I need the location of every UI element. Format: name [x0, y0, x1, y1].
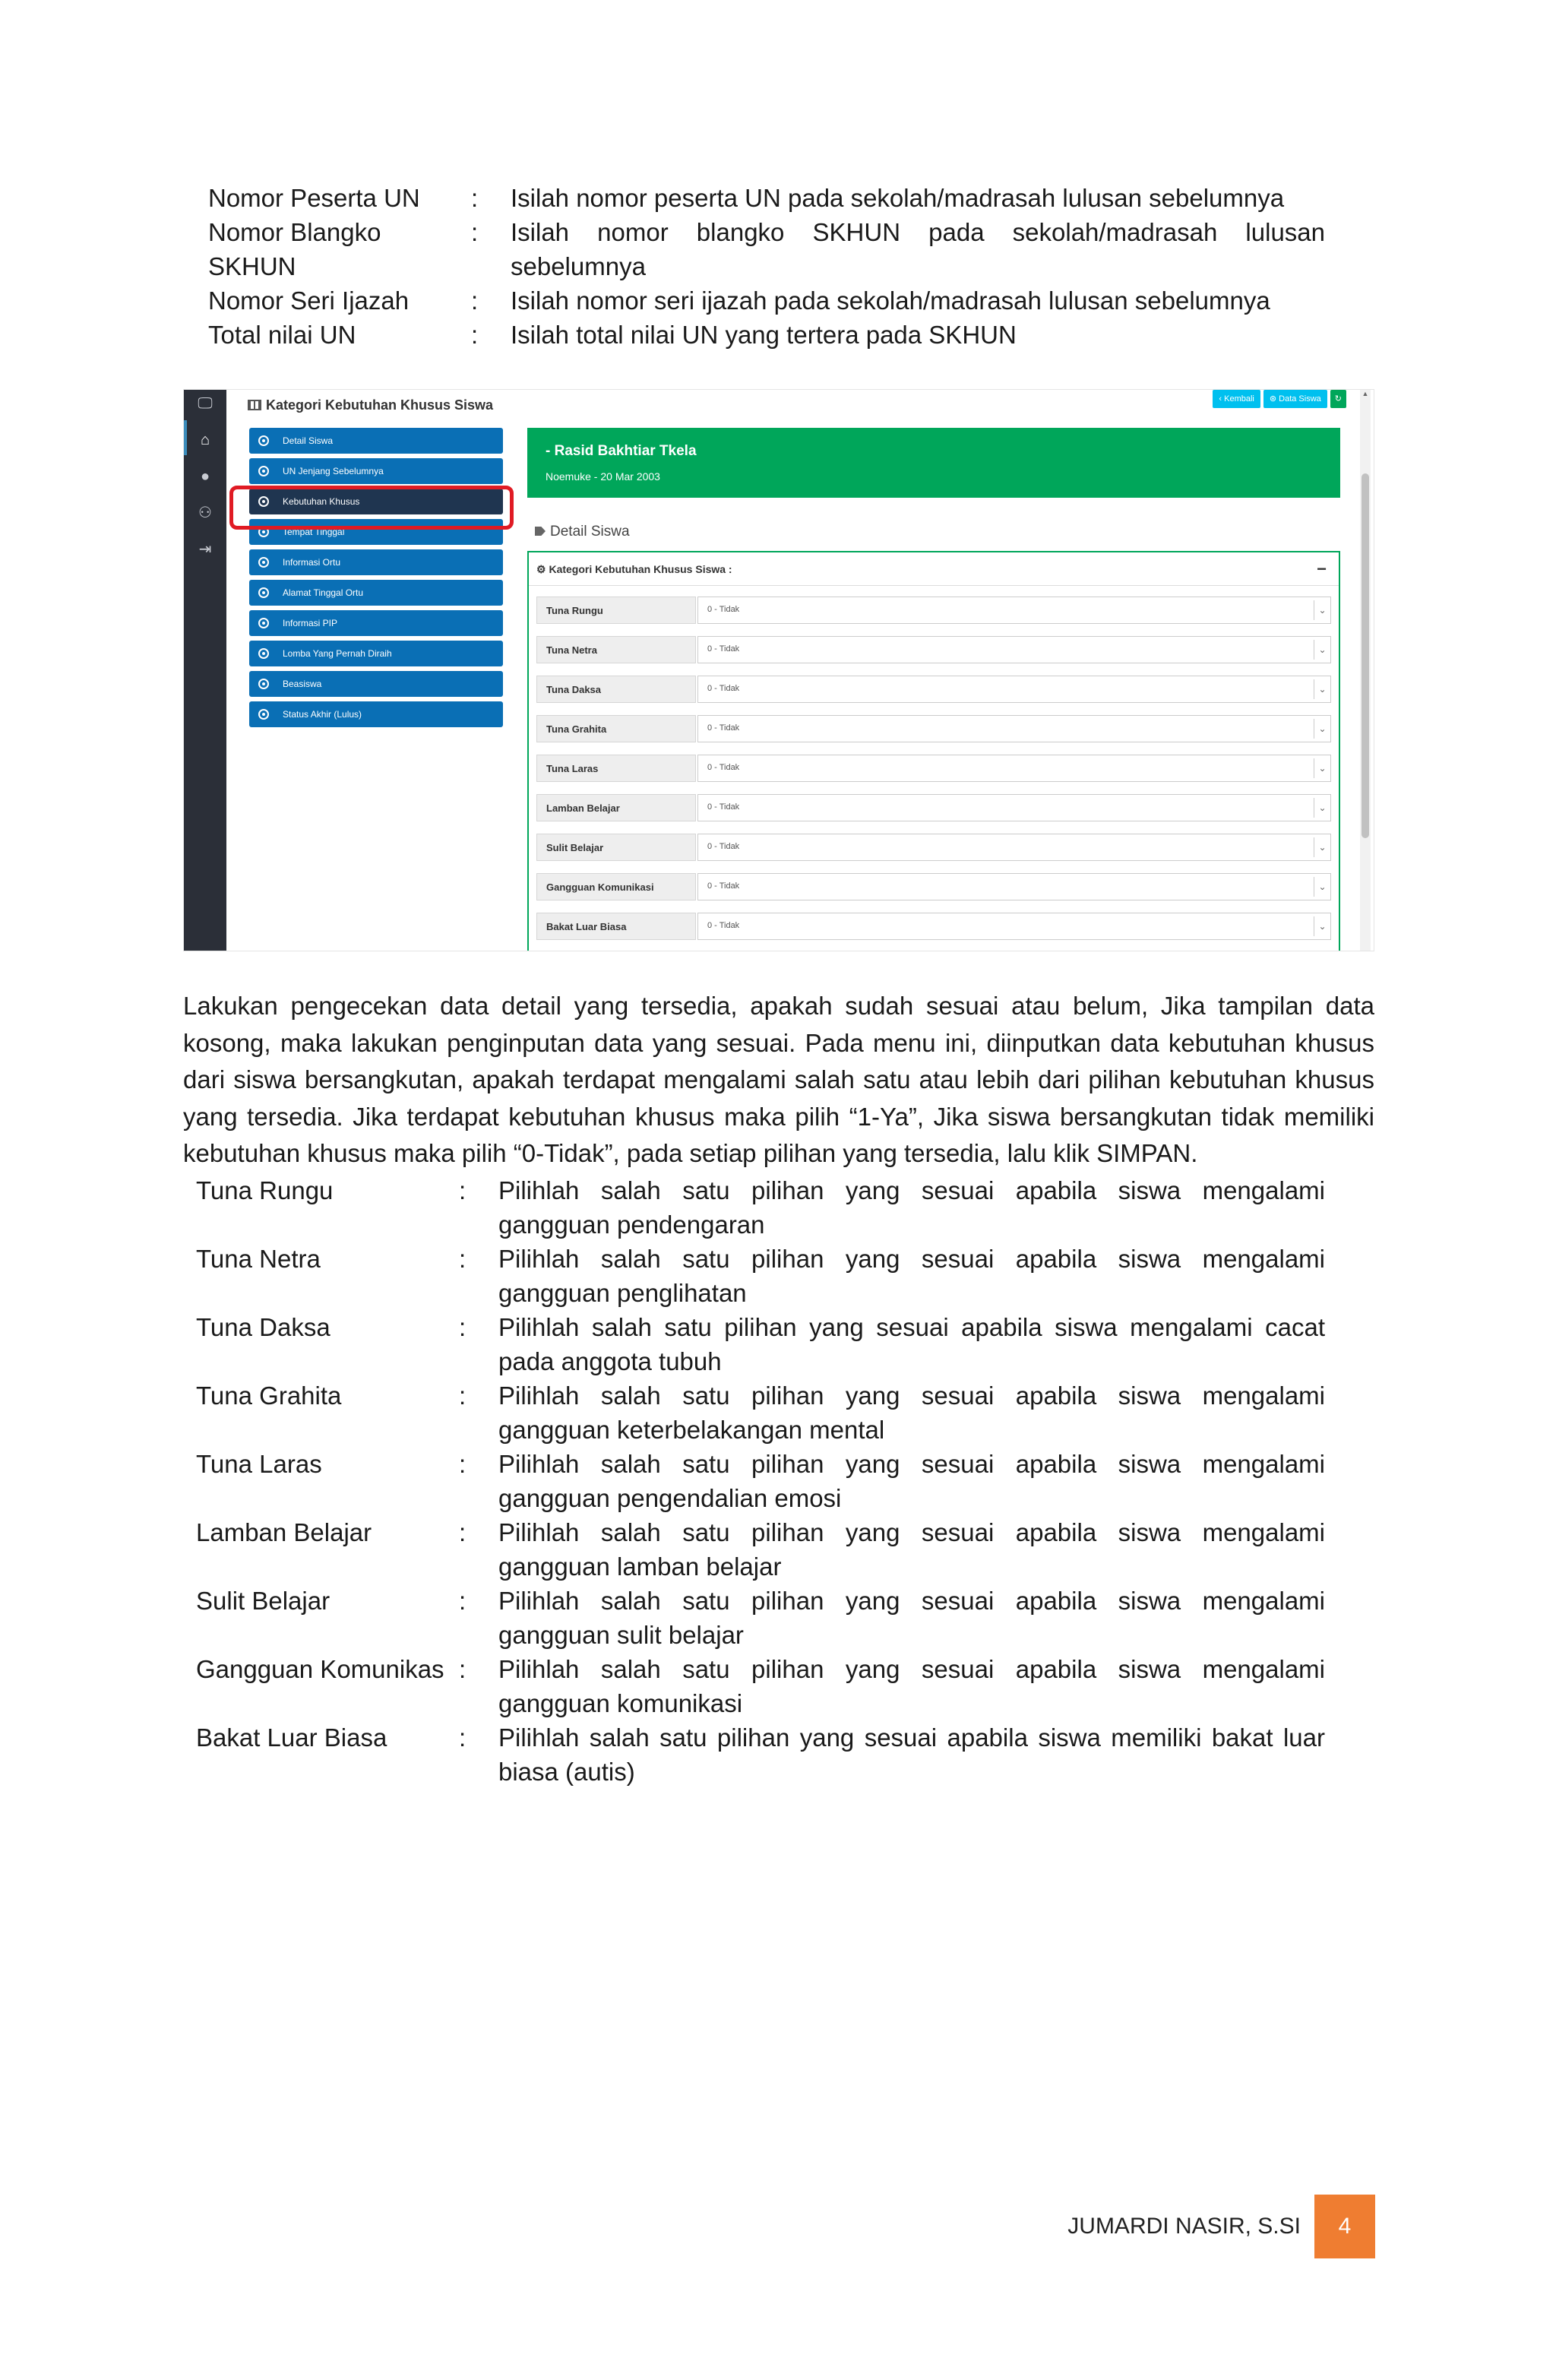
definition-desc: Pilihlah salah satu pilihan yang sesuai apabila siswa mengalami gangguan penglihatan [498, 1245, 1325, 1307]
bank-icon[interactable]: ⌂ [200, 432, 210, 448]
definition-row [208, 181, 1325, 215]
field-select[interactable] [697, 597, 1331, 624]
kebutuhan-khusus-panel [527, 551, 1340, 951]
menu-item-label: Informasi Ortu [283, 557, 341, 568]
menu-item-lomba[interactable] [249, 641, 503, 666]
definition-term: Nomor Peserta UN [208, 184, 420, 212]
definition-term: Tuna Laras [196, 1450, 322, 1478]
definition-row [196, 1584, 1325, 1652]
definition-colon: : [471, 321, 479, 349]
circle-dot-icon [258, 466, 269, 476]
monitor-icon[interactable]: 🖵 [198, 395, 213, 412]
select-value: 0 - Tidak [707, 842, 740, 851]
select-value: 0 - Tidak [707, 684, 740, 693]
field-label: Tuna Daksa [536, 676, 696, 703]
form-row [536, 593, 1331, 627]
sign-out-icon[interactable]: ⇥ [198, 541, 212, 558]
definition-desc: Pilihlah salah satu pilihan yang sesuai apabila siswa mengalami gangguan komunikasi [498, 1655, 1325, 1717]
definition-term: Tuna Netra [196, 1245, 321, 1273]
definition-row [196, 1378, 1325, 1447]
chevron-down-icon: ⌄ [1314, 916, 1330, 936]
active-indicator [184, 420, 187, 455]
definition-desc: Pilihlah salah satu pilihan yang sesuai apabila siswa mengalami gangguan lamban belajar [498, 1518, 1325, 1581]
page-title-text: Kategori Kebutuhan Khusus Siswa [266, 397, 494, 413]
chevron-down-icon: ⌄ [1314, 837, 1330, 857]
panel-title [529, 552, 1339, 586]
definition-colon: : [459, 1245, 466, 1273]
menu-item-label: Alamat Tinggal Ortu [283, 587, 364, 598]
menu-item-detail-siswa[interactable] [249, 428, 503, 454]
definition-desc: Pilihlah salah satu pilihan yang sesuai apabila siswa memiliki bakat luar biasa (autis) [498, 1723, 1325, 1786]
definition-colon: : [459, 1381, 466, 1410]
definition-desc: Isilah nomor blangko SKHUN pada sekolah/madrasah lulusan sebelumnya [511, 218, 1325, 280]
chevron-down-icon: ⌄ [1314, 600, 1330, 620]
student-birth-info: Noemuke - 20 Mar 2003 [546, 470, 660, 483]
form-row [536, 712, 1331, 745]
menu-item-label: Kebutuhan Khusus [283, 496, 360, 507]
definition-colon: : [459, 1655, 466, 1683]
menu-item-label: Informasi PIP [283, 618, 338, 628]
top-definition-table [208, 181, 1325, 352]
page-footer [1067, 2195, 1375, 2258]
chevron-down-icon: ⌄ [1314, 679, 1330, 699]
chevron-down-icon: ⌄ [1314, 798, 1330, 818]
menu-item-alamat-ortu[interactable] [249, 580, 503, 606]
field-select[interactable] [697, 794, 1331, 821]
tag-icon [535, 527, 546, 536]
collapse-button[interactable]: − [1317, 559, 1327, 578]
scrollbar[interactable] [1360, 390, 1371, 951]
definition-colon: : [459, 1176, 466, 1204]
definition-term: Total nilai UN [208, 321, 356, 349]
field-select[interactable] [697, 636, 1331, 663]
grid-icon [248, 400, 261, 410]
definition-row [208, 215, 1325, 283]
top-buttons [1213, 390, 1346, 410]
menu-item-label: Beasiswa [283, 679, 322, 689]
chevron-down-icon: ⌄ [1314, 640, 1330, 660]
definition-desc: Pilihlah salah satu pilihan yang sesuai apabila siswa mengalami gangguan pengendalian emosi [498, 1450, 1325, 1512]
definition-row [196, 1515, 1325, 1584]
chevron-down-icon: ⌄ [1314, 758, 1330, 778]
cogs-icon: ⚙ [536, 563, 549, 575]
menu-item-label: UN Jenjang Sebelumnya [283, 466, 384, 476]
definition-colon: : [459, 1518, 466, 1546]
data-siswa-button[interactable]: ⊛ Data Siswa [1263, 390, 1327, 408]
definition-row [196, 1720, 1325, 1789]
form-row [536, 870, 1331, 904]
circle-dot-icon [258, 587, 269, 598]
detail-heading [535, 524, 630, 540]
field-label: Sulit Belajar [536, 834, 696, 861]
field-select[interactable] [697, 676, 1331, 703]
bottom-definition-table [196, 1173, 1325, 1789]
circle-dot-icon [258, 709, 269, 720]
highlight-box [229, 486, 514, 530]
definition-desc: Isilah nomor peserta UN pada sekolah/madrasah lulusan sebelumnya [511, 184, 1285, 212]
definition-term: Nomor Blangko SKHUN [208, 218, 381, 280]
field-select[interactable] [697, 755, 1331, 782]
definition-desc: Isilah nomor seri ijazah pada sekolah/madrasah lulusan sebelumnya [511, 286, 1270, 315]
definition-row [196, 1447, 1325, 1515]
definition-desc: Isilah total nilai UN yang tertera pada SKHUN [511, 321, 1017, 349]
definition-term: Bakat Luar Biasa [196, 1723, 387, 1752]
menu-item-label: Detail Siswa [283, 435, 334, 446]
icon-sidebar [184, 390, 226, 951]
definition-term: Tuna Daksa [196, 1313, 330, 1341]
author-name: JUMARDI NASIR, S.SI [1067, 2214, 1301, 2239]
menu-item-label: Status Akhir (Lulus) [283, 709, 362, 720]
form-row [536, 752, 1331, 785]
definition-term: Lamban Belajar [196, 1518, 372, 1546]
definition-row [196, 1242, 1325, 1310]
field-label: Tuna Rungu [536, 597, 696, 624]
chevron-down-icon: ⌄ [1314, 877, 1330, 897]
select-value: 0 - Tidak [707, 921, 740, 930]
form-row [536, 910, 1331, 943]
select-value: 0 - Tidak [707, 605, 740, 614]
field-label: Tuna Grahita [536, 715, 696, 742]
form-row [536, 791, 1331, 824]
definition-desc: Pilihlah salah satu pilihan yang sesuai apabila siswa mengalami gangguan sulit belajar [498, 1587, 1325, 1649]
definition-row [196, 1173, 1325, 1242]
app-screenshot [183, 389, 1374, 951]
chevron-down-icon: ⌄ [1314, 719, 1330, 739]
form-row [536, 633, 1331, 666]
menu-item-status-akhir[interactable] [249, 701, 503, 727]
definition-term: Tuna Rungu [196, 1176, 334, 1204]
form-row [536, 831, 1331, 864]
field-label: Tuna Laras [536, 755, 696, 782]
definition-colon: : [459, 1723, 466, 1752]
back-button[interactable]: ‹ Kembali [1213, 390, 1260, 408]
select-value: 0 - Tidak [707, 802, 740, 812]
definition-term: Gangguan Komunikas [196, 1655, 444, 1683]
instruction-paragraph: Lakukan pengecekan data detail yang tersedia, apakah sudah sesuai atau belum, Jika tampilan data kosong, maka lakukan penginputan data yang sesuai. Pada menu ini, diinputkan data kebutuhan khusus dari siswa bersangkutan, apakah terdapat mengalami salah satu atau lebih dari pilihan kebutuhan khusus yang tersedia. Jika terdapat kebutuhan khusus maka pilih “1-Ya”, Jika siswa bersangkutan tidak memiliki kebutuhan khusus maka pilih “0-Tidak”, pada setiap pilihan yang tersedia, lalu klik SIMPAN. [183, 992, 1374, 1167]
page-title [248, 390, 493, 420]
select-value: 0 - Tidak [707, 723, 740, 733]
definition-term: Sulit Belajar [196, 1587, 330, 1615]
definition-term: Tuna Grahita [196, 1381, 342, 1410]
section-menu [249, 428, 503, 732]
users-icon[interactable]: ⚇ [198, 505, 212, 521]
detail-heading-text: Detail Siswa [550, 524, 630, 540]
student-name: - Rasid Bakhtiar Tkela [546, 443, 697, 459]
field-select[interactable] [697, 913, 1331, 940]
definition-colon: : [459, 1450, 466, 1478]
student-banner [527, 428, 1340, 498]
scroll-up-icon[interactable]: ▲ [1362, 390, 1369, 397]
select-value: 0 - Tidak [707, 881, 740, 891]
definition-desc: Pilihlah salah satu pilihan yang sesuai apabila siswa mengalami cacat pada anggota tubuh [498, 1313, 1325, 1375]
definition-colon: : [471, 218, 479, 246]
page-number: 4 [1314, 2195, 1375, 2258]
select-value: 0 - Tidak [707, 763, 740, 772]
menu-item-label: Lomba Yang Pernah Diraih [283, 648, 392, 659]
panel-title-text: Kategori Kebutuhan Khusus Siswa : [549, 563, 732, 575]
definition-colon: : [459, 1587, 466, 1615]
definition-colon: : [471, 184, 479, 212]
field-select[interactable] [697, 873, 1331, 900]
definition-row [196, 1310, 1325, 1378]
menu-item-beasiswa[interactable] [249, 671, 503, 697]
circle-dot-icon [258, 557, 269, 568]
menu-item-informasi-ortu[interactable] [249, 549, 503, 575]
definition-colon: : [459, 1313, 466, 1341]
circle-dot-icon [258, 679, 269, 689]
field-label: Gangguan Komunikasi [536, 873, 696, 900]
definition-desc: Pilihlah salah satu pilihan yang sesuai apabila siswa mengalami gangguan pendengaran [498, 1176, 1325, 1239]
definition-row [208, 318, 1325, 352]
menu-item-informasi-pip[interactable] [249, 610, 503, 636]
form-row [536, 673, 1331, 706]
definition-term: Nomor Seri Ijazah [208, 286, 410, 315]
field-select[interactable] [697, 834, 1331, 861]
menu-item-label: Tempat Tinggal [283, 527, 345, 537]
scrollbar-thumb[interactable] [1362, 473, 1369, 838]
menu-item-un-jenjang[interactable] [249, 458, 503, 484]
definition-desc: Pilihlah salah satu pilihan yang sesuai apabila siswa mengalami gangguan keterbelakangan mental [498, 1381, 1325, 1444]
circle-dot-icon [258, 618, 269, 628]
circle-dot-icon [258, 435, 269, 446]
user-icon[interactable]: ● [200, 468, 210, 485]
definition-row [196, 1652, 1325, 1720]
refresh-button[interactable]: ↻ [1330, 390, 1346, 408]
select-value: 0 - Tidak [707, 644, 740, 654]
field-label: Lamban Belajar [536, 794, 696, 821]
definition-colon: : [471, 286, 479, 315]
field-rows [529, 586, 1339, 943]
field-select[interactable] [697, 715, 1331, 742]
field-label: Tuna Netra [536, 636, 696, 663]
field-label: Bakat Luar Biasa [536, 913, 696, 940]
circle-dot-icon [258, 648, 269, 659]
definition-row [208, 283, 1325, 318]
